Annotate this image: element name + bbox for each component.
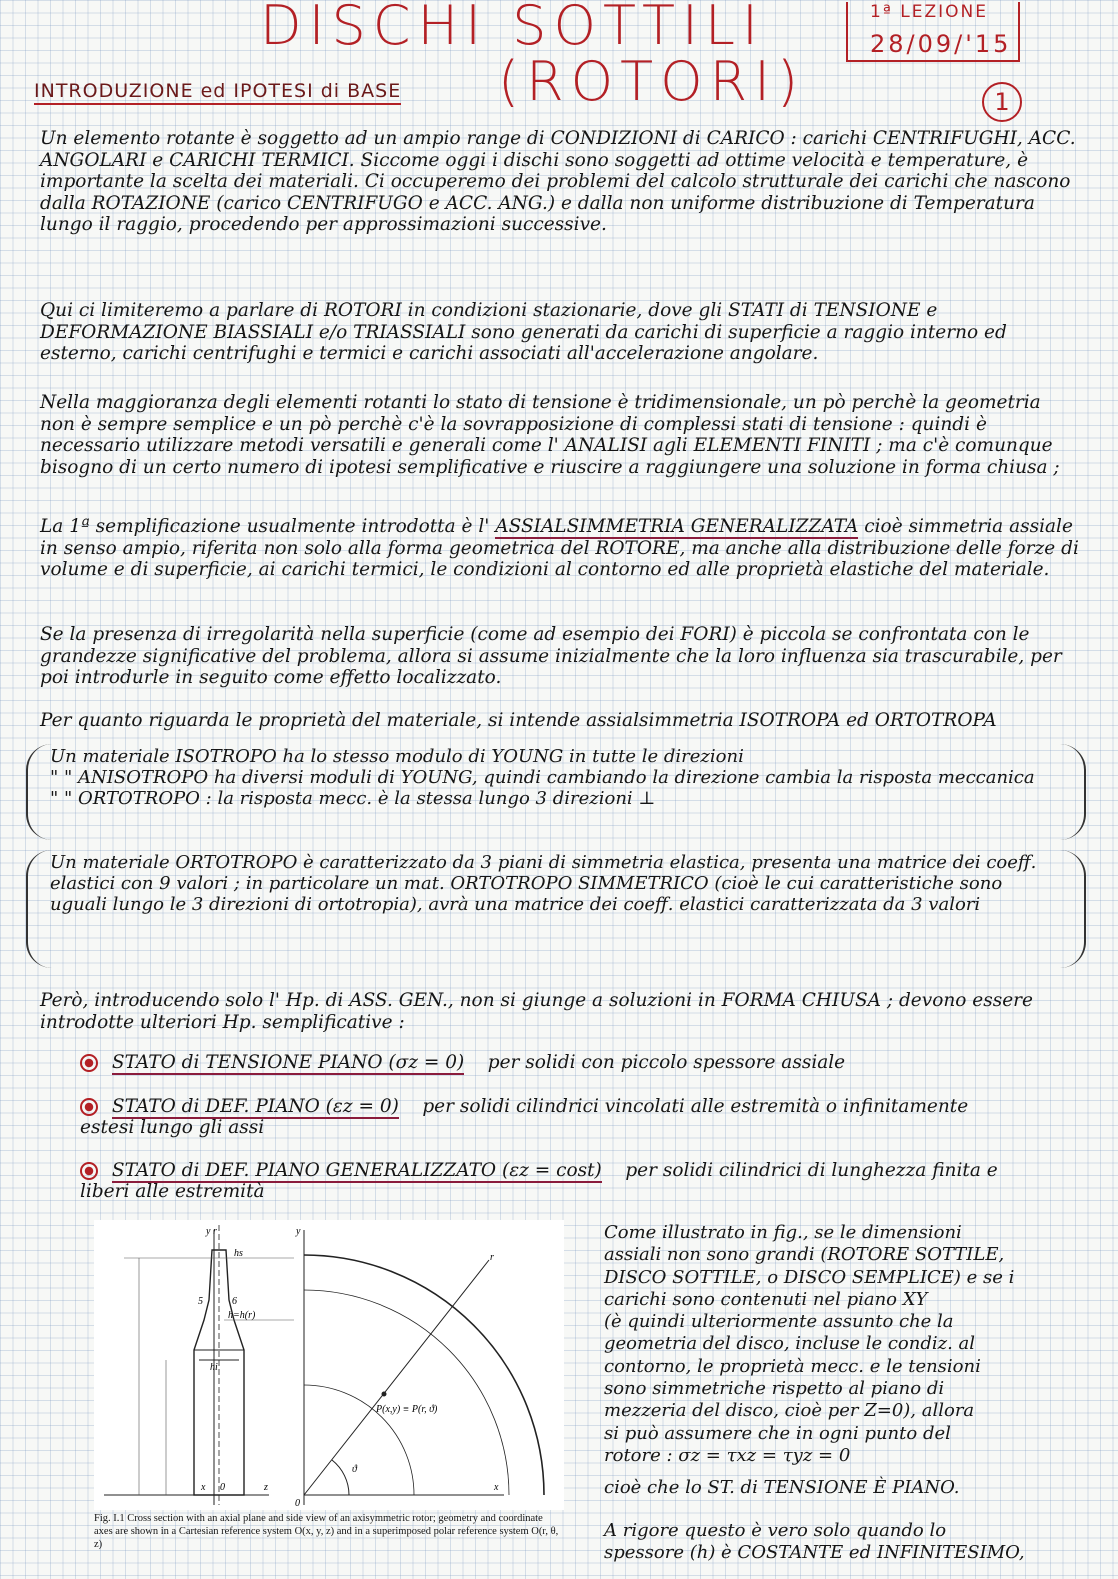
- page-number: 1: [982, 82, 1022, 122]
- fig-label-theta: ϑ: [352, 1464, 357, 1475]
- fig-label-z: z: [264, 1482, 268, 1493]
- paragraph-4-a: La 1ª semplificazione usualmente introdotta è l': [40, 516, 490, 537]
- side-line: rotore : σz = τxz = τyz = 0: [604, 1444, 851, 1466]
- rotor-diagram: [94, 1220, 564, 1510]
- materials-box-1: [26, 744, 1086, 840]
- paragraph-2-text: Qui ci limiteremo a parlare di ROTORI in condizioni stazionarie, dove gli STATI di TENSIONE e DEFORMAZIONE BIASSIALI e/o TRIASSIALI sono generati da carichi di superficie a raggio interno ed esterno, carichi centrifughi e termici e carichi associati all'accelerazione angolare.: [40, 300, 1007, 364]
- fig-label-6: 6: [232, 1296, 237, 1307]
- bullet-icon: [80, 1054, 98, 1072]
- hypothesis-2-label: STATO di DEF. PIANO (εz = 0): [111, 1096, 399, 1117]
- hypothesis-3-desc: per solidi cilindrici di lunghezza finita e liberi alle estremità: [80, 1160, 998, 1202]
- hypothesis-1-desc: per solidi con piccolo spessore assiale: [487, 1052, 846, 1073]
- middle-arc: [304, 1290, 509, 1495]
- side-line: si può assumere che in ogni punto del: [604, 1422, 951, 1444]
- hypothesis-3-label: STATO di DEF. PIANO GENERALIZZATO (εz = cost): [111, 1160, 602, 1181]
- orthotropic-line: " " ORTOTROPO : la risposta mecc. è la stessa lungo 3 direzioni ⊥: [50, 788, 656, 809]
- side-line: Come illustrato in fig., se le dimensioni: [604, 1222, 962, 1243]
- fig-label-p: P(x,y) ≡ P(r, ϑ): [376, 1404, 438, 1415]
- lesson-date: 28/09/'15: [870, 30, 1012, 58]
- paragraph-6: [40, 710, 1080, 732]
- inner-arc: [304, 1385, 414, 1495]
- fig-label-hi: hi: [210, 1362, 218, 1373]
- paragraph-4-b: cioè simmetria assiale in senso ampio, riferita non solo alla forma geometrica del ROTORE, ma anche alla distribuzione delle forze di volume e di superficie, ai carichi termici, le condizioni al contorno ed alle proprietà elastiche del materiale.: [40, 516, 1079, 580]
- lesson-label: 1ª LEZIONE: [870, 2, 988, 22]
- rotor-figure: [94, 1220, 564, 1510]
- paragraph-4: [40, 516, 1080, 581]
- bullet-icon: [80, 1098, 98, 1116]
- lesson-box: [846, 2, 1020, 62]
- paragraph-4-text: [40, 516, 1080, 581]
- orthotropic-definition: Un materiale ORTOTROPO è caratterizzato da 3 piani di simmetria elastica, presenta una matrice dei coeff. elastici con 9 valori ; in particolare un mat. ORTOTROPO SIMMETRICO (cioè le cui caratteristiche sono uguali lungo le 3 direzioni di ortotropia), avrà una matrice dei coeff. elastici caratterizzata da 3 valori: [50, 852, 1037, 915]
- final-line: spessore (h) è COSTANTE ed INFINITESIMO,: [604, 1541, 1025, 1563]
- fig-label-h: h=h(r): [228, 1310, 256, 1321]
- paragraph-2: [40, 300, 1080, 365]
- hypothesis-1: [80, 1052, 1080, 1073]
- isotropic-line: Un materiale ISOTROPO ha lo stesso modulo di YOUNG in tutte le direzioni: [50, 746, 744, 767]
- title-line1: DISCHI SOTTILI: [260, 0, 765, 57]
- radial-line: [304, 1260, 489, 1495]
- side-line: carichi sono contenuti nel piano XY: [604, 1288, 928, 1310]
- paragraph-7: [40, 990, 1080, 1033]
- conclusion-line: cioè che lo ST. di TENSIONE È PIANO.: [604, 1477, 960, 1499]
- hypothesis-1-label: STATO di TENSIONE PIANO (σz = 0): [111, 1052, 465, 1073]
- paragraph-1: [40, 128, 1080, 236]
- paragraph-1-text: Un elemento rotante è soggetto ad un ampio range di CONDIZIONI di CARICO : carichi CENTRIFUGHI, ACC. ANGOLARI e CARICHI TERMICI. Siccome oggi i dischi sono soggetti ad ottime velocità e temperature, è importante la scelta dei materiali. Ci occuperemo dei problemi del calcolo strutturale dei carichi che nascono dalla ROTAZIONE (carico CENTRIFUGO e ACC. ANG.) e dalla non uniforme distribuzione di Temperatura lungo il raggio, procedendo per approssimazioni successive.: [40, 128, 1076, 235]
- side-line: assiali non sono grandi (ROTORE SOTTILE,: [604, 1244, 1005, 1266]
- fig-label-x: x: [201, 1482, 206, 1493]
- fig-label-o: 0: [220, 1482, 225, 1493]
- title-line2: (ROTORI): [498, 50, 806, 113]
- side-line: (è quindi ulteriormente assunto che la: [604, 1311, 954, 1333]
- paragraph-5-text: Se la presenza di irregolarità nella superficie (come ad esempio dei FORI) è piccola se confrontata con le grandezze significative del problema, allora si assume inizialmente che la loro influenza sia trascurabile, per poi introdurle in seguito come effetto localizzato.: [40, 624, 1062, 688]
- anisotropic-line: " " ANISOTROPO ha diversi moduli di YOUNG, quindi cambiando la direzione cambia la risposta meccanica: [50, 767, 1035, 788]
- figure-caption: Fig. I.1 Cross section with an axial plane and side view of an axisymmetric rotor; geometry and coordinate axes are shown in a Cartesian reference system O(x, y, z) and in a superimposed polar reference system O(r, θ, z): [94, 1513, 559, 1550]
- fig-label-x2: x: [494, 1482, 499, 1493]
- point-p: [382, 1392, 387, 1397]
- materials-box-2: [26, 850, 1086, 968]
- hypothesis-3: [80, 1160, 1040, 1202]
- hypothesis-2: [80, 1096, 1000, 1138]
- theta-arc: [332, 1460, 349, 1495]
- side-line: contorno, le proprietà mecc. e le tensioni: [604, 1355, 981, 1377]
- section-title: INTRODUZIONE ed IPOTESI di BASE: [34, 80, 401, 105]
- fig-label-yr: y r: [206, 1226, 217, 1237]
- paragraph-3-text: Nella maggioranza degli elementi rotanti lo stato di tensione è tridimensionale, un pò perchè la geometria non è sempre semplice e un pò perchè c'è la sovrapposizione di complessi stati di tensione : quindi è necessario utilizzare metodi versatili e generali come l' ANALISI agli ELEMENTI FINITI ; ma c'è comunque bisogno di un certo numero di ipotesi semplificative e riuscire a raggiungere una soluzione in forma chiusa ;: [40, 392, 1060, 478]
- fig-label-5: 5: [198, 1296, 203, 1307]
- side-text: [604, 1222, 1074, 1564]
- generalized-axisymmetry: ASSIALSIMMETRIA GENERALIZZATA: [495, 516, 859, 537]
- paragraph-3: [40, 392, 1080, 478]
- side-line: mezzeria del disco, cioè per Z=0), allora: [604, 1400, 975, 1422]
- outer-arc: [304, 1255, 544, 1495]
- side-line: sono simmetriche rispetto al piano di: [604, 1378, 945, 1400]
- fig-label-y: y: [296, 1226, 301, 1237]
- fig-label-r: r: [490, 1252, 494, 1263]
- side-line: geometria del disco, incluse le condiz. al: [604, 1333, 976, 1355]
- hypothesis-2-desc: per solidi cilindrici vincolati alle estremità o infinitamente estesi lungo gli assi: [80, 1096, 969, 1138]
- side-line: DISCO SOTTILE, o DISCO SEMPLICE) e se i: [604, 1266, 1015, 1288]
- paragraph-7-text: Però, introducendo solo l' Hp. di ASS. GEN., non si giunge a soluzioni in FORMA CHIUSA ; devono essere introdotte ulteriori Hp. semplificative :: [40, 990, 1033, 1033]
- final-line: A rigore questo è vero solo quando lo: [604, 1519, 947, 1541]
- paragraph-6-text: Per quanto riguarda le proprietà del materiale, si intende assialsimmetria ISOTROPA ed ORTOTROPA: [40, 710, 997, 731]
- fig-label-hs: hs: [234, 1248, 243, 1259]
- paragraph-5: [40, 624, 1080, 689]
- fig-label-o2: 0: [295, 1498, 300, 1509]
- bullet-icon: [80, 1162, 98, 1180]
